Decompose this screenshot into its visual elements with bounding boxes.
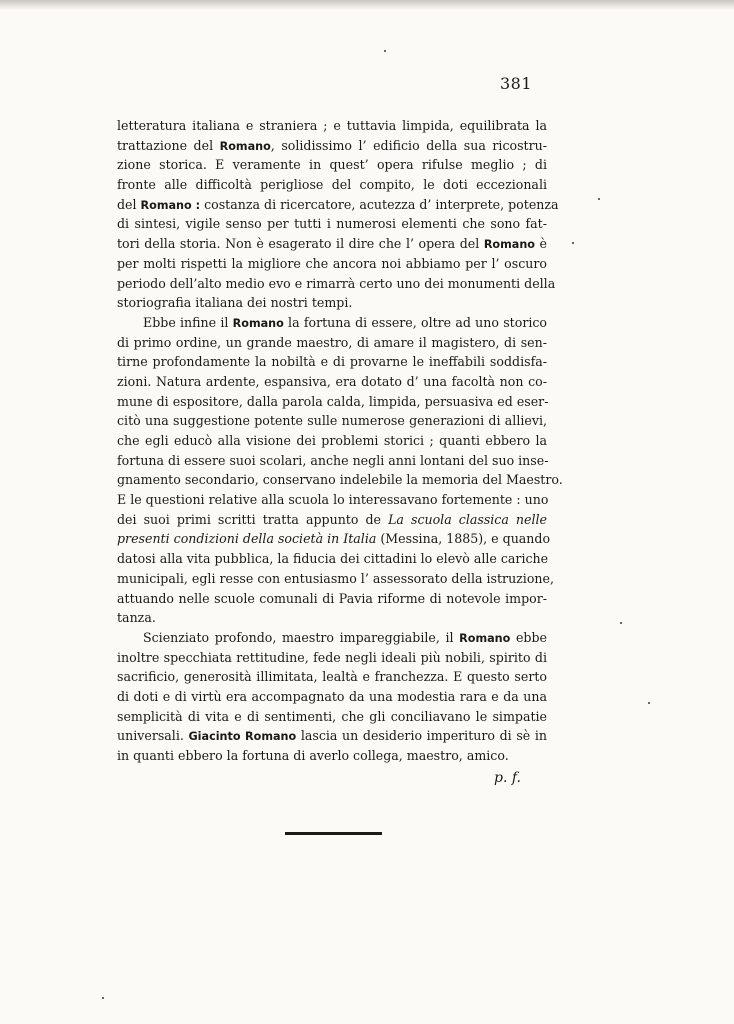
text-run: fortuna di essere suoi scolari, anche negli anni lontani del suo inse- bbox=[117, 452, 549, 468]
text-line bbox=[117, 687, 547, 707]
text-line bbox=[117, 195, 559, 215]
text-run: sacrificio, generosità illimitata, lealtà e franchezza. E questo serto bbox=[117, 669, 547, 685]
scan-top-edge bbox=[0, 0, 734, 10]
text-line bbox=[117, 431, 547, 451]
text-run: municipali, egli resse con entusiasmo l’ assessorato della istruzione, bbox=[117, 570, 554, 586]
author-initials: p. f. bbox=[494, 770, 521, 786]
text-run: lascia un desiderio imperituro di sè in bbox=[296, 728, 548, 744]
text-run: storiografia italiana dei nostri tempi. bbox=[117, 295, 353, 311]
text-line bbox=[117, 155, 547, 175]
text-run: mune di espositore, dalla parola calda, limpida, persuasiva ed eser- bbox=[117, 393, 549, 409]
paragraph bbox=[117, 116, 559, 313]
name-romano: Giacinto Romano bbox=[188, 730, 297, 744]
text-run: tirne profondamente la nobiltà e di provarne le ineffabili soddisfa- bbox=[117, 354, 547, 370]
scan-speck bbox=[620, 622, 622, 624]
text-line bbox=[117, 254, 547, 274]
text-line bbox=[117, 352, 547, 372]
text-line bbox=[117, 214, 547, 234]
text-line bbox=[117, 490, 547, 510]
text-run: , solidissimo l’ edificio della sua ricostru- bbox=[270, 137, 547, 153]
name-romano: Romano bbox=[483, 238, 535, 252]
text-run: costanza di ricercatore, acutezza d’ interprete, potenza bbox=[200, 196, 559, 212]
name-romano: Romano bbox=[232, 316, 284, 330]
text-run: E le questioni relative alla scuola lo interessavano fortemente : uno bbox=[117, 492, 549, 508]
text-line bbox=[117, 451, 547, 471]
text-run: inoltre specchiata rettitudine, fede negli ideali più nobili, spirito di bbox=[117, 649, 547, 665]
paragraph bbox=[117, 628, 547, 766]
text-run: ebbe bbox=[510, 629, 547, 645]
text-run: fronte alle difficoltà perigliose del compito, le doti eccezionali bbox=[117, 177, 547, 193]
text-run: periodo dell’alto medio evo e rimarrà certo uno dei monumenti della bbox=[117, 275, 556, 291]
text-run: letteratura italiana e straniera ; e tuttavia limpida, equilibrata la bbox=[117, 118, 547, 133]
text-run: citò una suggestione potente sulle numerose generazioni di allievi, bbox=[117, 413, 547, 429]
text-line bbox=[117, 667, 547, 687]
text-run: è bbox=[534, 236, 547, 252]
text-run: zione storica. E veramente in quest’ opera rifulse meglio ; di bbox=[117, 157, 547, 173]
text-run: Scienziato profondo, maestro impareggiabile, il bbox=[143, 629, 460, 645]
closing-rule bbox=[285, 832, 382, 835]
text-line bbox=[117, 608, 547, 628]
text-run: di sintesi, vigile senso per tutti i numerosi elementi che sono fat- bbox=[117, 216, 547, 232]
scan-speck bbox=[598, 198, 600, 200]
text-run: tanza. bbox=[117, 610, 156, 626]
text-line bbox=[117, 274, 556, 294]
text-run: per molti rispetti la migliore che ancora noi abbiamo per l’ oscuro bbox=[117, 255, 547, 271]
text-line bbox=[117, 707, 547, 727]
text-line bbox=[117, 529, 551, 549]
text-run: datosi alla vita pubblica, la fiducia dei cittadini lo elevò alle cariche bbox=[117, 551, 549, 567]
paragraph bbox=[117, 313, 563, 628]
book-title: La scuola classica nelle bbox=[388, 511, 547, 527]
text-run: in quanti ebbero la fortuna di averlo collega, maestro, amico. bbox=[117, 748, 509, 763]
text-line bbox=[117, 175, 547, 195]
text-run: universali. bbox=[117, 728, 189, 744]
body-text bbox=[117, 116, 563, 766]
text-run: semplicità di vita e di sentimenti, che gli conciliavano le simpatie bbox=[117, 708, 547, 724]
text-line bbox=[117, 510, 547, 530]
text-line bbox=[117, 746, 547, 766]
text-line bbox=[117, 648, 547, 668]
text-run: che egli educò alla visione dei problemi storici ; quanti ebbero la bbox=[117, 433, 547, 448]
text-run: di doti e di virtù era accompagnato da una modestia rara e da una bbox=[117, 688, 547, 704]
text-run: dei suoi primi scritti tratta appunto de bbox=[117, 511, 389, 527]
text-line bbox=[117, 628, 547, 648]
scan-speck bbox=[648, 702, 650, 704]
text-run: gnamento secondario, conservano indelebile la memoria del Maestro. bbox=[117, 472, 563, 488]
scan-speck bbox=[384, 50, 386, 52]
book-title: presenti condizioni della società in Italia bbox=[117, 531, 377, 547]
text-run: trattazione del bbox=[117, 137, 220, 153]
name-romano: Romano bbox=[219, 139, 271, 153]
text-run: tori della storia. Non è esagerato il dire che l’ opera del bbox=[117, 236, 484, 252]
text-line bbox=[117, 136, 547, 156]
text-run: la fortuna di essere, oltre ad uno storico bbox=[283, 314, 547, 330]
scan-speck bbox=[102, 997, 104, 999]
text-run: (Messina, 1885), e quando bbox=[376, 531, 551, 547]
text-line bbox=[117, 293, 547, 313]
text-line bbox=[117, 372, 547, 392]
text-line bbox=[117, 589, 547, 609]
text-run: Ebbe infine il bbox=[143, 314, 233, 330]
text-line bbox=[117, 234, 547, 254]
text-line bbox=[117, 549, 547, 569]
text-line bbox=[117, 333, 547, 353]
text-run: di primo ordine, un grande maestro, di amare il magistero, di sen- bbox=[117, 334, 547, 350]
scan-speck bbox=[572, 242, 574, 244]
text-line bbox=[117, 313, 547, 333]
text-run: attuando nelle scuole comunali di Pavia riforme di notevole impor- bbox=[117, 590, 547, 606]
text-line bbox=[117, 392, 547, 412]
text-line bbox=[117, 470, 563, 490]
text-run: del bbox=[117, 196, 141, 212]
name-romano: Romano bbox=[459, 631, 511, 645]
text-line bbox=[117, 116, 547, 136]
name-romano: Romano : bbox=[140, 198, 201, 212]
text-run: zioni. Natura ardente, espansiva, era dotato d’ una facoltà non co- bbox=[117, 373, 547, 389]
text-line bbox=[117, 726, 547, 746]
text-line bbox=[117, 569, 554, 589]
page-number: 381 bbox=[500, 74, 533, 93]
text-line bbox=[117, 411, 547, 431]
